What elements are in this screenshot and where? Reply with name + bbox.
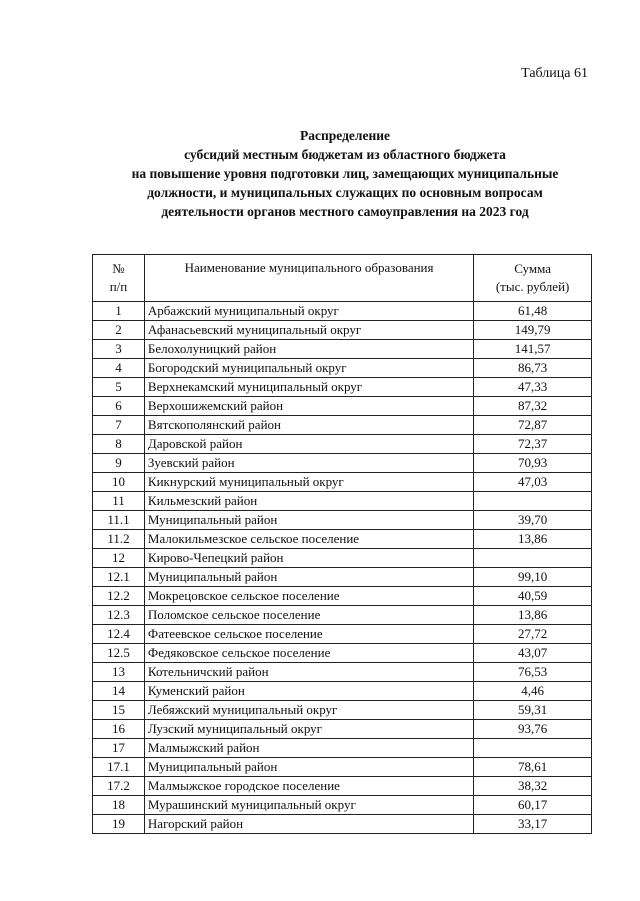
row-name: Федяковское сельское поселение bbox=[144, 644, 473, 663]
table-row bbox=[93, 397, 592, 416]
row-number: 2 bbox=[93, 321, 145, 340]
row-name: Мурашинский муниципальный округ bbox=[144, 796, 473, 815]
row-sum: 141,57 bbox=[474, 340, 592, 359]
table-row bbox=[93, 701, 592, 720]
row-number: 7 bbox=[93, 416, 145, 435]
row-number: 12.2 bbox=[93, 587, 145, 606]
row-number: 11.2 bbox=[93, 530, 145, 549]
row-number: 12.1 bbox=[93, 568, 145, 587]
row-sum: 38,32 bbox=[474, 777, 592, 796]
row-name: Малмыжское городское поселение bbox=[144, 777, 473, 796]
row-sum: 99,10 bbox=[474, 568, 592, 587]
row-name: Верхошижемский район bbox=[144, 397, 473, 416]
table-row bbox=[93, 758, 592, 777]
row-name: Нагорский район bbox=[144, 815, 473, 834]
table-row bbox=[93, 682, 592, 701]
row-name: Малокильмезское сельское поселение bbox=[144, 530, 473, 549]
table-row bbox=[93, 777, 592, 796]
row-sum bbox=[474, 549, 592, 568]
row-name: Даровской район bbox=[144, 435, 473, 454]
header-number bbox=[93, 255, 145, 302]
header-sum bbox=[474, 255, 592, 302]
row-number: 5 bbox=[93, 378, 145, 397]
row-name: Кильмезский район bbox=[144, 492, 473, 511]
title-line: субсидий местным бюджетам из областного бюджета bbox=[184, 147, 506, 162]
table-row bbox=[93, 815, 592, 834]
row-sum: 78,61 bbox=[474, 758, 592, 777]
table-row bbox=[93, 511, 592, 530]
table-row bbox=[93, 416, 592, 435]
row-sum: 13,86 bbox=[474, 530, 592, 549]
document-title bbox=[90, 126, 600, 221]
header-name: Наименование муниципального образования bbox=[144, 255, 473, 302]
subsidy-table bbox=[92, 254, 592, 834]
row-sum: 33,17 bbox=[474, 815, 592, 834]
row-name: Лузский муниципальный округ bbox=[144, 720, 473, 739]
row-sum bbox=[474, 492, 592, 511]
row-number: 17.1 bbox=[93, 758, 145, 777]
table-row bbox=[93, 378, 592, 397]
row-name: Богородский муниципальный округ bbox=[144, 359, 473, 378]
row-number: 12.3 bbox=[93, 606, 145, 625]
title-line: Распределение bbox=[299, 128, 391, 143]
row-sum: 13,86 bbox=[474, 606, 592, 625]
header-number-line2: п/п bbox=[109, 279, 128, 294]
row-number: 3 bbox=[93, 340, 145, 359]
table-row bbox=[93, 530, 592, 549]
row-name: Муниципальный район bbox=[144, 758, 473, 777]
row-number: 18 bbox=[93, 796, 145, 815]
row-number: 17.2 bbox=[93, 777, 145, 796]
row-name: Зуевский район bbox=[144, 454, 473, 473]
row-number: 4 bbox=[93, 359, 145, 378]
table-row bbox=[93, 549, 592, 568]
row-sum: 87,32 bbox=[474, 397, 592, 416]
row-number: 14 bbox=[93, 682, 145, 701]
row-number: 15 bbox=[93, 701, 145, 720]
row-name: Кирово-Чепецкий район bbox=[144, 549, 473, 568]
header-sum-line2: (тыс. рублей) bbox=[495, 279, 570, 294]
row-number: 9 bbox=[93, 454, 145, 473]
row-sum: 59,31 bbox=[474, 701, 592, 720]
row-name: Афанасьевский муниципальный округ bbox=[144, 321, 473, 340]
row-name: Лебяжский муниципальный округ bbox=[144, 701, 473, 720]
table-row bbox=[93, 739, 592, 758]
row-sum: 86,73 bbox=[474, 359, 592, 378]
row-sum bbox=[474, 739, 592, 758]
row-number: 6 bbox=[93, 397, 145, 416]
table-row bbox=[93, 663, 592, 682]
row-name: Муниципальный район bbox=[144, 568, 473, 587]
row-name: Арбажский муниципальный округ bbox=[144, 302, 473, 321]
row-name: Муниципальный район bbox=[144, 511, 473, 530]
row-number: 17 bbox=[93, 739, 145, 758]
row-name: Котельничский район bbox=[144, 663, 473, 682]
row-name: Поломское сельское поселение bbox=[144, 606, 473, 625]
row-name: Кикнурский муниципальный округ bbox=[144, 473, 473, 492]
table-row bbox=[93, 359, 592, 378]
row-name: Верхнекамский муниципальный округ bbox=[144, 378, 473, 397]
row-sum: 70,93 bbox=[474, 454, 592, 473]
row-sum: 47,03 bbox=[474, 473, 592, 492]
row-number: 8 bbox=[93, 435, 145, 454]
table-row bbox=[93, 321, 592, 340]
row-sum: 47,33 bbox=[474, 378, 592, 397]
title-line: на повышение уровня подготовки лиц, замещающих муниципальные bbox=[131, 166, 559, 181]
row-sum: 43,07 bbox=[474, 644, 592, 663]
row-number: 16 bbox=[93, 720, 145, 739]
table-row bbox=[93, 796, 592, 815]
row-number: 11 bbox=[93, 492, 145, 511]
row-sum: 72,87 bbox=[474, 416, 592, 435]
row-name: Малмыжский район bbox=[144, 739, 473, 758]
table-row bbox=[93, 454, 592, 473]
table-row bbox=[93, 606, 592, 625]
row-name: Белохолуницкий район bbox=[144, 340, 473, 359]
row-number: 12 bbox=[93, 549, 145, 568]
row-number: 11.1 bbox=[93, 511, 145, 530]
header-sum-line1: Сумма bbox=[514, 261, 551, 276]
row-name: Куменский район bbox=[144, 682, 473, 701]
table-row bbox=[93, 644, 592, 663]
table-row bbox=[93, 587, 592, 606]
table-row bbox=[93, 492, 592, 511]
table-row bbox=[93, 302, 592, 321]
row-name: Мокрецовское сельское поселение bbox=[144, 587, 473, 606]
row-number: 12.5 bbox=[93, 644, 145, 663]
title-line: деятельности органов местного самоуправления на 2023 год bbox=[161, 204, 529, 219]
table-header bbox=[93, 255, 592, 302]
row-sum: 27,72 bbox=[474, 625, 592, 644]
row-sum: 4,46 bbox=[474, 682, 592, 701]
table-row bbox=[93, 625, 592, 644]
table-row bbox=[93, 435, 592, 454]
table-row bbox=[93, 568, 592, 587]
row-sum: 61,48 bbox=[474, 302, 592, 321]
row-name: Вятскополянский район bbox=[144, 416, 473, 435]
row-sum: 149,79 bbox=[474, 321, 592, 340]
table-body bbox=[93, 302, 592, 834]
table-row bbox=[93, 340, 592, 359]
row-number: 19 bbox=[93, 815, 145, 834]
row-number: 13 bbox=[93, 663, 145, 682]
row-sum: 40,59 bbox=[474, 587, 592, 606]
table-number-label: Таблица 61 bbox=[521, 66, 588, 81]
row-number: 1 bbox=[93, 302, 145, 321]
row-sum: 60,17 bbox=[474, 796, 592, 815]
row-sum: 72,37 bbox=[474, 435, 592, 454]
row-sum: 39,70 bbox=[474, 511, 592, 530]
table-row bbox=[93, 473, 592, 492]
row-sum: 76,53 bbox=[474, 663, 592, 682]
row-number: 10 bbox=[93, 473, 145, 492]
row-sum: 93,76 bbox=[474, 720, 592, 739]
row-name: Фатеевское сельское поселение bbox=[144, 625, 473, 644]
header-number-line1: № bbox=[112, 261, 125, 276]
row-number: 12.4 bbox=[93, 625, 145, 644]
table-row bbox=[93, 720, 592, 739]
title-line: должности, и муниципальных служащих по основным вопросам bbox=[147, 185, 543, 200]
